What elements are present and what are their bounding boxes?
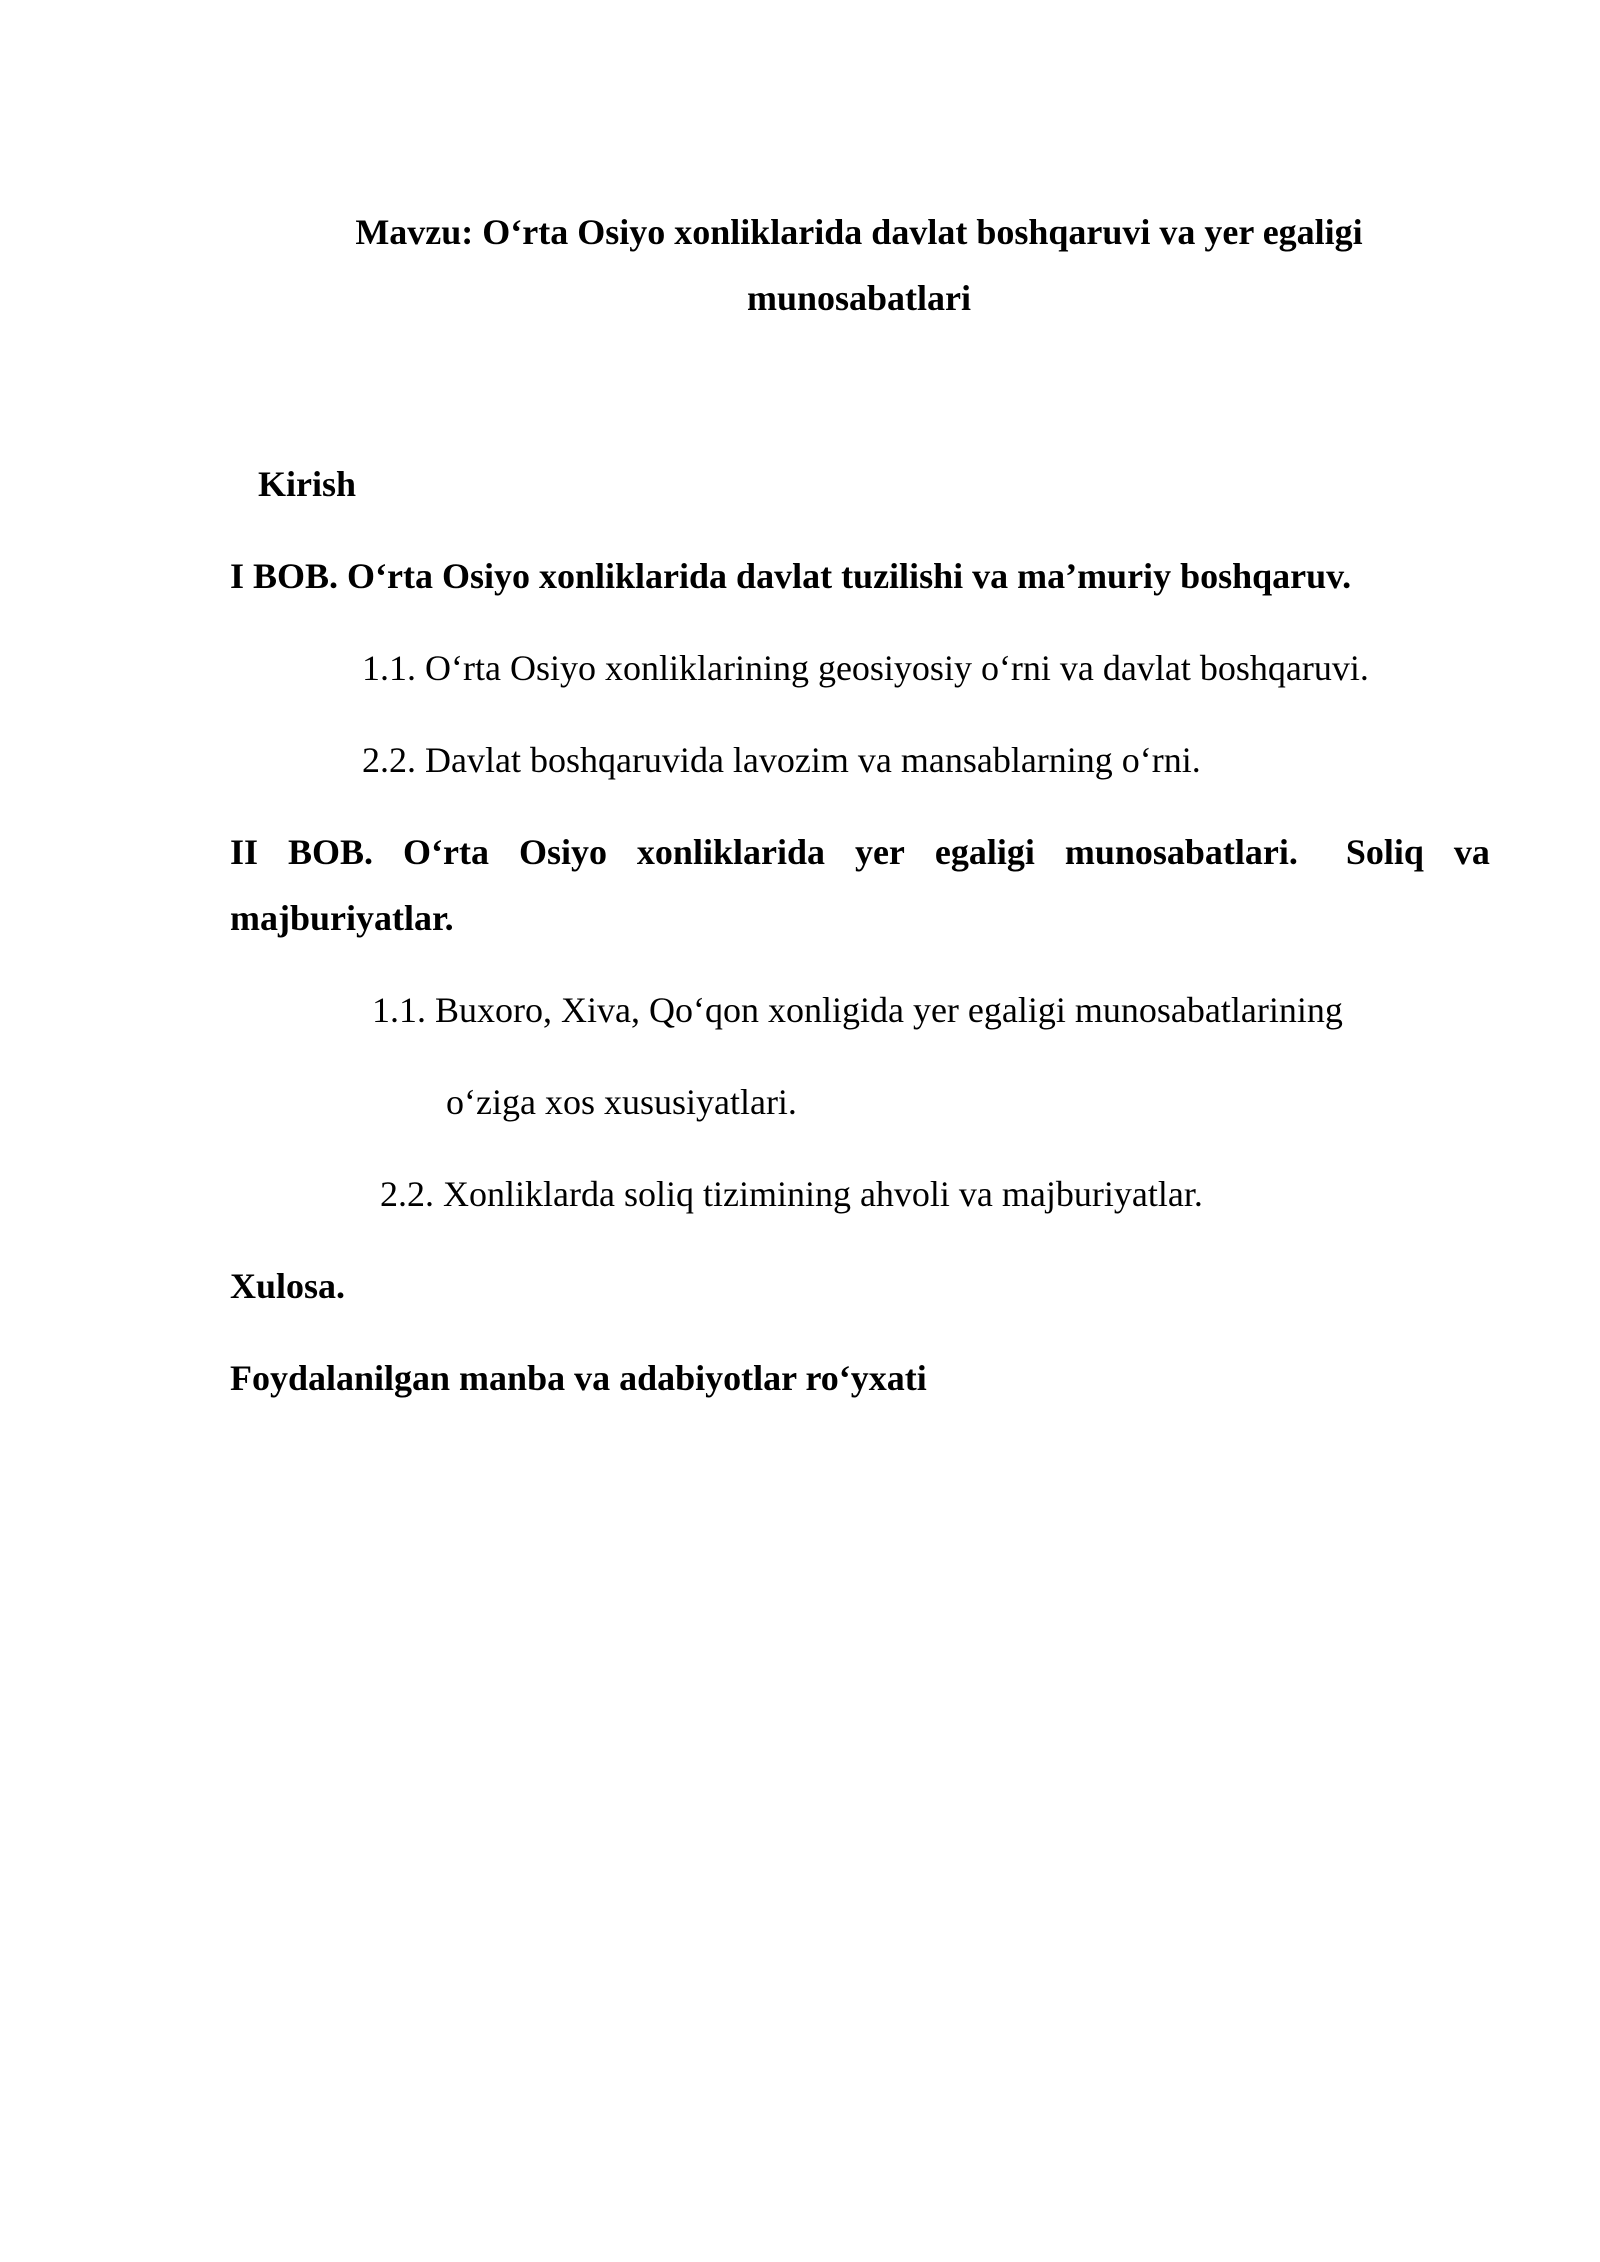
document-title-line-1: Mavzu: O‘rta Osiyo xonliklarida davlat boshqaruvi va yer egaligi	[355, 212, 1363, 252]
references-heading: Foydalanilgan manba va adabiyotlar ro‘yxati	[230, 1358, 927, 1398]
chapter-2-item-1: 1.1. Buxoro, Xiva, Qo‘qon xonligida yer egaligi munosabatlarining	[372, 990, 1343, 1030]
chapter-2-heading-word: yer	[854, 832, 905, 872]
conclusion-heading: Xulosa.	[230, 1266, 346, 1306]
chapter-2-heading-word: Osiyo	[518, 832, 607, 872]
chapter-2-heading-word: va	[1453, 832, 1490, 872]
chapter-1-item-2: 2.2. Davlat boshqaruvida lavozim va mansablarning o‘rni.	[362, 740, 1201, 780]
chapter-2-heading-word: II	[230, 832, 259, 872]
chapter-2-heading-line-1	[230, 830, 1490, 874]
chapter-2-heading-word: Soliq	[1345, 832, 1424, 872]
document-title-line-2: munosabatlari	[746, 278, 972, 318]
chapter-2-item-1-continued: o‘ziga xos xususiyatlari.	[446, 1082, 797, 1122]
chapter-2-item-2: 2.2. Xonliklarda soliq tizimining ahvoli va majburiyatlar.	[380, 1174, 1203, 1214]
intro-heading: Kirish	[258, 464, 357, 504]
chapter-2-heading-word: O‘rta	[403, 832, 489, 872]
chapter-1-heading: I BOB. O‘rta Osiyo xonliklarida davlat tuzilishi va ma’muriy boshqaruv.	[230, 556, 1352, 596]
chapter-2-heading-line-2: majburiyatlar.	[230, 898, 454, 938]
chapter-1-item-1: 1.1. O‘rta Osiyo xonliklarining geosiyosiy o‘rni va davlat boshqaruvi.	[362, 648, 1369, 688]
chapter-2-heading-word: munosabatlari.	[1064, 832, 1298, 872]
chapter-2-heading-word: BOB.	[288, 832, 374, 872]
chapter-2-heading-word: xonliklarida	[636, 832, 825, 872]
chapter-2-heading-word: egaligi	[934, 832, 1035, 872]
